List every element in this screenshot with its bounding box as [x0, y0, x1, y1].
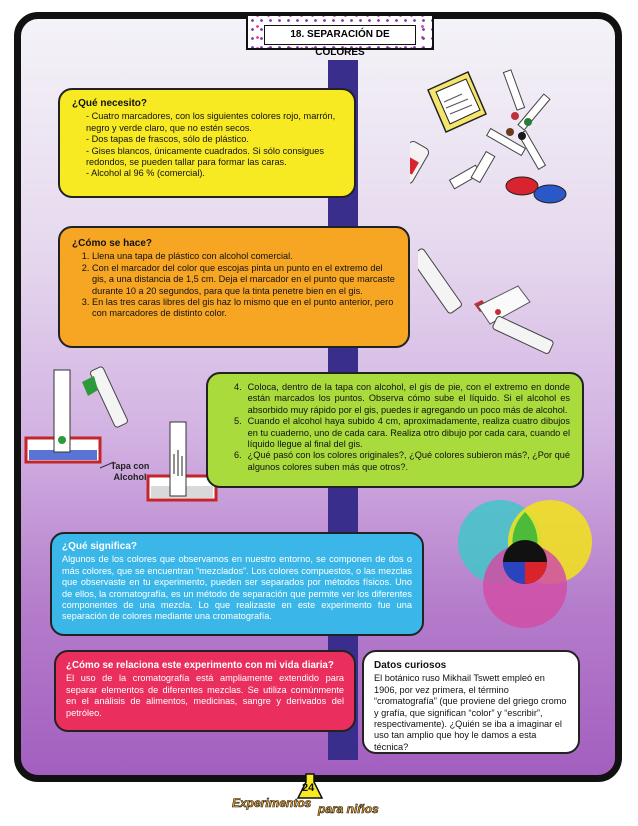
step-number: 4.: [234, 382, 242, 392]
alcohol-bottle-icon: [410, 140, 430, 186]
footer-logo: [232, 772, 412, 822]
facts-panel: [362, 650, 580, 754]
color-circles-illustration: [450, 494, 600, 636]
list-item: [234, 416, 570, 450]
list-item: - Cuatro marcadores, con los siguientes colores rojo, marrón, negro y verde claro, que no estén secos.: [86, 111, 336, 133]
subtractive-color-icon: [458, 500, 592, 628]
marker-icon: [418, 248, 488, 315]
list-item: 1. Llena una tapa de plástico con alcohol comercial.: [92, 251, 396, 262]
how-continued-panel: [206, 372, 584, 488]
needs-panel: [58, 88, 356, 198]
marker-icon: [492, 316, 554, 355]
marker-chalk-illustration: [418, 226, 588, 366]
list-item: - Alcohol al 96 % (comercial).: [86, 168, 205, 179]
list-item: 3. En las tres caras libres del gis haz lo mismo que en el punto anterior, pero con marcadores de distinto color.: [92, 297, 396, 320]
marker-icon: [487, 70, 550, 169]
meaning-heading: ¿Qué significa?: [62, 541, 138, 552]
markers-illustration: [410, 62, 590, 212]
list-item: [234, 382, 570, 416]
page-number: 24: [302, 782, 315, 794]
facts-heading: Datos curiosos: [374, 660, 447, 671]
bottle-caps-icon: [506, 177, 566, 203]
chromatography-diagram: [22, 364, 227, 516]
title-banner: [246, 14, 434, 58]
brand-line-1: Experimentos: [232, 796, 312, 810]
how-panel: [58, 226, 410, 348]
step-number: 5.: [234, 416, 242, 427]
list-item: 2. Con el marcador del color que escojas pinta un punto en el extremo del gis, a una distancia de 1,5 cm. Deja el marcador en el punto que marcaste durante 10 a 20 segundos, para que la tinta penetre bien en el gis.: [92, 263, 396, 297]
chalk-pieces-icon: [450, 152, 495, 189]
step-text: Cuando el alcohol haya subido 4 cm, aproximadamente, realiza cuatro dibujos en tu cuaderno, uno de cada cara. Realiza otro dibujo por cada cara, cuando el líquido llegue al final del gis.: [247, 416, 570, 450]
list-item: [234, 450, 570, 473]
list-item: - Dos tapas de frascos, sólo de plástico.: [86, 134, 249, 145]
step-text: Coloca, dentro de la tapa con alcohol, el gis de pie, con el extremo en donde están marcados los puntos. Observa cómo sube el líquido. Si el alcohol es absorbido muy rápido por el gis, puedes ir agregando un poco más de alcohol.: [247, 382, 570, 415]
daily-life-heading: ¿Cómo se relaciona este experimento con mi vida diaria?: [66, 660, 334, 671]
facts-text: El botánico ruso Mikhail Tswett empleó en 1906, por vez primera, el término “cromatografía” (que proviene del griego cromo y grafía, que significan “color” y “escribir”, respectivamente). ¿Quién se iba a imaginar el uso tan amplio que hoy le damos a esta técnica?: [374, 673, 567, 752]
meaning-text: Algunos de los colores que observamos en nuestro entorno, se componen de dos o más colores, que se encuentran “mezclados”. Los colores compuestos, o las mezclas que observaste en tu experimento, pueden ser separados por métodos físicos. Uno de ellos, la cromatografía, es un método de separación que permite ver los diferentes componentes de una mezcla. Lo que realizaste en este experimento fue una separación de colores mediante una cromatografía.: [62, 554, 412, 622]
list-item: - Gises blancos, únicamente cuadrados. Si sólo consigues redondos, se pueden tallar para formar las caras.: [86, 145, 324, 168]
needs-list: [72, 111, 342, 179]
daily-life-text: El uso de la cromatografía está ampliamente extendido para separar elementos de diferentes mezclas. Se utiliza comúnmente en el análisis de alimentos, medicinas, sangre y derivados del petróleo.: [66, 673, 344, 718]
daily-life-panel: [54, 650, 356, 732]
diagram-label: Tapa con Alcohol: [110, 461, 150, 482]
how-heading: ¿Cómo se hace?: [72, 238, 153, 249]
paper-note-icon: [428, 72, 486, 132]
marker-icon: [82, 366, 128, 428]
step-text: ¿Qué pasó con los colores originales?, ¿Qué colores subieron más?, ¿Por qué algunos colores suben más que otros?.: [247, 450, 570, 472]
meaning-panel: [50, 532, 424, 636]
needs-heading: ¿Qué necesito?: [72, 98, 148, 109]
page-title: 18. SEPARACIÓN DE COLORES: [264, 25, 416, 45]
brand-line-2: para niños: [318, 802, 379, 816]
steps-list: [72, 251, 396, 319]
step-number: 6.: [234, 450, 242, 461]
